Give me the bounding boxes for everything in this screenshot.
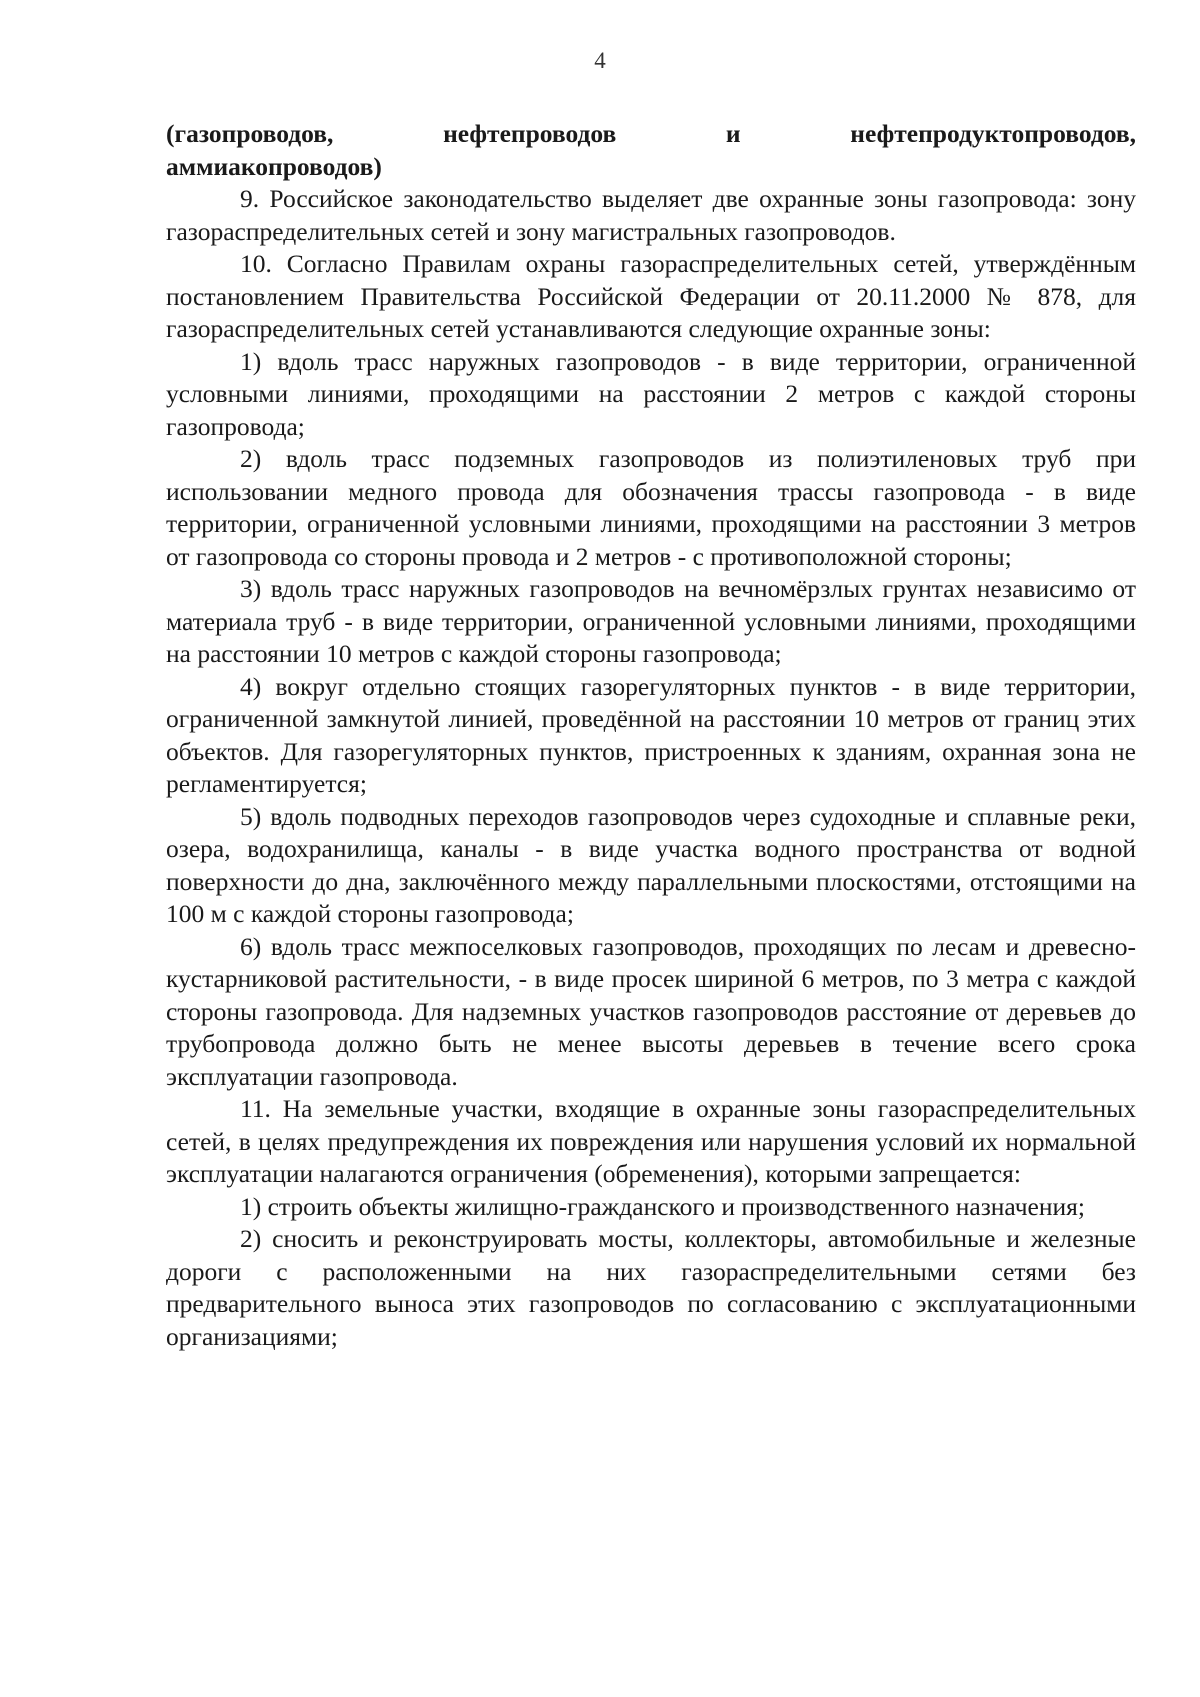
list-item-10-4: 4) вокруг отдельно стоящих газорегуляторных пунктов - в виде территории, ограниченной замкнутой линией, проведённой на расстоянии 10 метров от границ этих объектов. Для газорегуляторных пунктов, пристроенных к зданиям, охранная зона не регламентируется; (166, 671, 1136, 798)
list-item-11-2: 2) сносить и реконструировать мосты, коллекторы, автомобильные и железные дороги с расположенными на них газораспределительными сетями без предварительного выноса этих газопроводов по согласованию с эксплуатационными организациями; (166, 1224, 1136, 1351)
section-heading-line-1: (газопроводов, нефтепроводов и нефтепродуктопроводов, (166, 119, 1136, 148)
list-item-10-6: 6) вдоль трасс межпоселковых газопроводов, проходящих по лесам и древесно-кустарниковой растительности, - в виде просек шириной 6 метров, по 3 метра с каждой стороны газопровода. Для надземных участков газопроводов расстояние от деревьев до трубопровода должно быть не менее высоты деревьев в течение всего срока эксплуатации газопровода. (166, 931, 1136, 1091)
section-heading (166, 118, 1136, 183)
paragraph-11: 11. На земельные участки, входящие в охранные зоны газораспределительных сетей, в целях предупреждения их повреждения или нарушения условий их нормальной эксплуатации налагаются ограничения (обременения), которыми запрещается: (166, 1094, 1136, 1188)
document-body (166, 118, 1136, 1353)
paragraph-10: 10. Согласно Правилам охраны газораспределительных сетей, утверждённым постановлением Правительства Российской Федерации от 20.11.2000 № 878, для газораспределительных сетей устанавливаются следующие охранные зоны: (166, 249, 1136, 343)
section-heading-line-2: аммиакопроводов) (166, 151, 382, 181)
paragraph-9: 9. Российское законодательство выделяет две охранные зоны газопровода: зону газораспределительных сетей и зону магистральных газопроводов. (166, 184, 1136, 246)
page-number: 4 (594, 48, 606, 73)
list-item-11-1: 1) строить объекты жилищно-гражданского и производственного назначения; (240, 1191, 1085, 1221)
list-item-10-2: 2) вдоль трасс подземных газопроводов из полиэтиленовых труб при использовании медного провода для обозначения трассы газопровода - в виде территории, ограниченной условными линиями, проходящими на расстоянии 3 метров от газопровода со стороны провода и 2 метров - с противоположной стороны; (166, 444, 1136, 571)
list-item-10-3: 3) вдоль трасс наружных газопроводов на вечномёрзлых грунтах независимо от материала труб - в виде территории, ограниченной условными линиями, проходящими на расстоянии 10 метров с каждой стороны газопровода; (166, 574, 1136, 668)
list-item-10-1: 1) вдоль трасс наружных газопроводов - в виде территории, ограниченной условными линиями, проходящими на расстоянии 2 метров с каждой стороны газопровода; (166, 346, 1136, 441)
list-item-10-5: 5) вдоль подводных переходов газопроводов через судоходные и сплавные реки, озера, водохранилища, каналы - в виде участка водного пространства от водной поверхности до дна, заключённого между параллельными плоскостями, отстоящими на 100 м с каждой стороны газопровода; (166, 801, 1136, 928)
